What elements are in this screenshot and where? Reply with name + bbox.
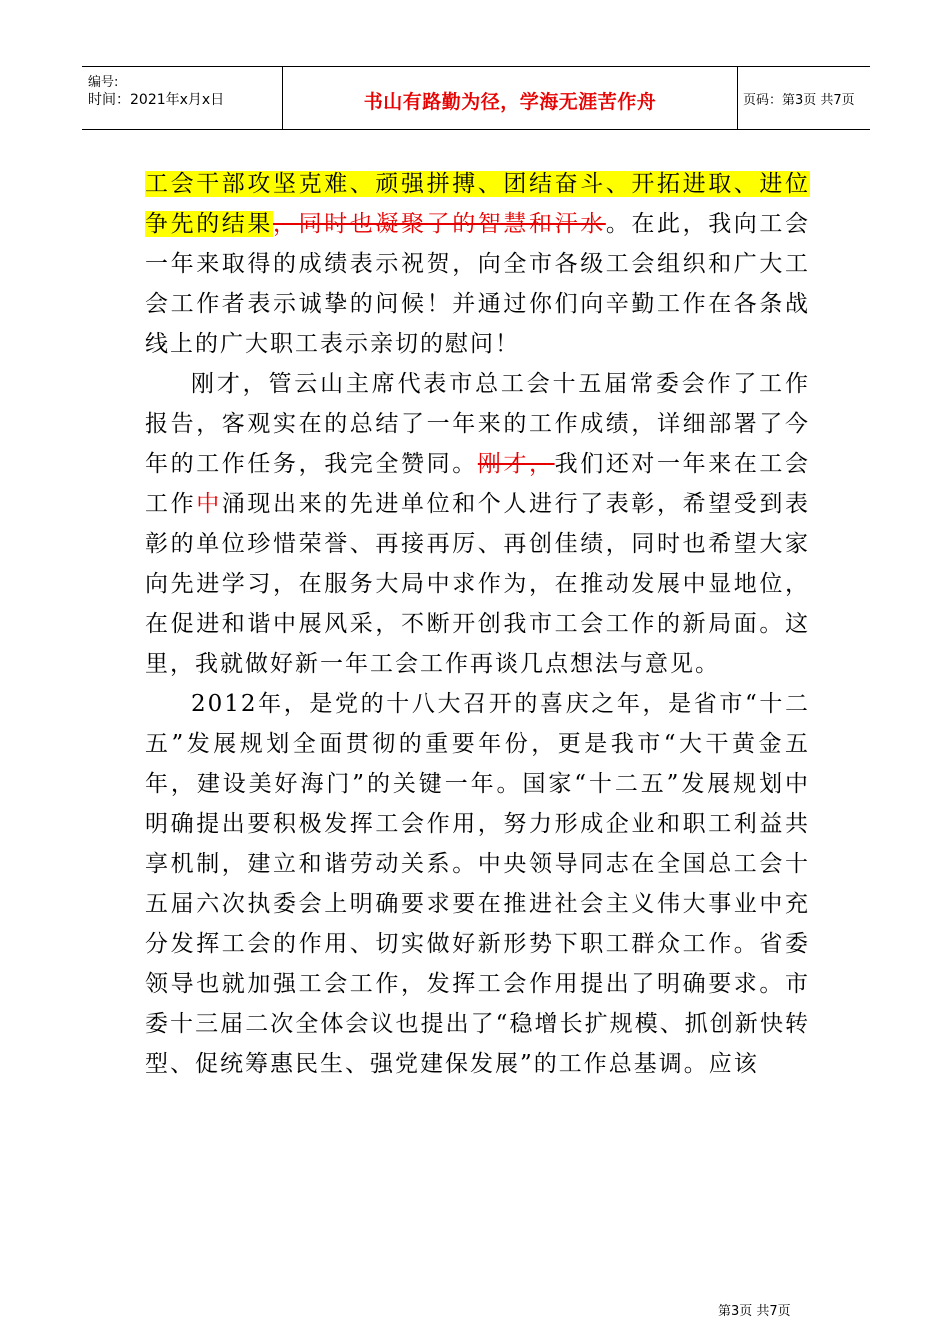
- document-number-label: 编号:: [88, 75, 119, 90]
- header-meta-cell: [82, 67, 282, 129]
- header-page-number: 页码：第3页 共7页: [743, 93, 855, 108]
- deleted-revision-text: ，同时也凝聚了的智慧和汗水: [273, 211, 606, 237]
- header-motto-cell: [282, 67, 738, 129]
- header-motto: 书山有路勤为径，学海无涯苦作舟: [363, 91, 657, 113]
- paragraph-text: 。在此，我向工会一年来取得的成绩表示祝贺，向全市各级工会组织和广大工会工作者表示诚挚的问候！并通过你们向辛勤工作在各条战线上的广大职工表示亲切的慰问！: [145, 211, 811, 357]
- paragraph-text: 刚才，管云山主席代表市总工会十五届常委会作了工作报告，客观实在的总结了一年来的工作成绩，详细部署了今年的工作任务，我完全赞同。: [145, 371, 810, 477]
- paragraph-3: 2012年，是党的十八大召开的喜庆之年，是省市“十二五”发展规划全面贯彻的重要年份，更是我市“大干黄金五年，建设美好海门”的关键一年。国家“十二五”发展规划中明确提出要积极发挥工会作用，努力形成企业和职工利益共享机制，建立和谐劳动关系。中央领导同志在全国总工会十五届六次执委会上明确要求要在推进社会主义伟大事业中充分发挥工会的作用、切实做好新形势下职工群众工作。省委领导也就加强工会工作，发挥工会作用提出了明确要求。市委十三届二次全体会议也提出了“稳增长扩规模、抓创新快转型、促统筹惠民生、强党建保发展”的工作总基调。应该: [145, 691, 810, 1077]
- paragraph-1: [145, 164, 810, 364]
- document-date-label: 时间：2021年x月x日: [88, 92, 225, 108]
- paragraph-text: 涌现出来的先进单位和个人进行了表彰，希望受到表彰的单位珍惜荣誉、再接再厉、再创佳绩，同时也希望大家向先进学习，在服务大局中求作为，在推动发展中显地位，在促进和谐中展风采，不断开创我市工会工作的新局面。这里，我就做好新一年工会工作再谈几点想法与意见。: [145, 491, 811, 677]
- paragraph-2: [145, 364, 810, 684]
- inserted-revision-text: 中: [196, 491, 222, 517]
- document-body: [145, 164, 810, 1084]
- paragraph-text: 我们还对一年来在工会工作: [145, 451, 811, 517]
- footer-page-number: 第3页 共7页: [718, 1304, 791, 1319]
- deleted-revision-text: 刚才，: [477, 451, 555, 477]
- highlighted-text: 工会干部攻坚克难、顽强拼搏、团结奋斗、开拓进取、进位争先的结果: [145, 171, 810, 237]
- page-header: [82, 66, 870, 130]
- header-page-cell: [737, 67, 870, 129]
